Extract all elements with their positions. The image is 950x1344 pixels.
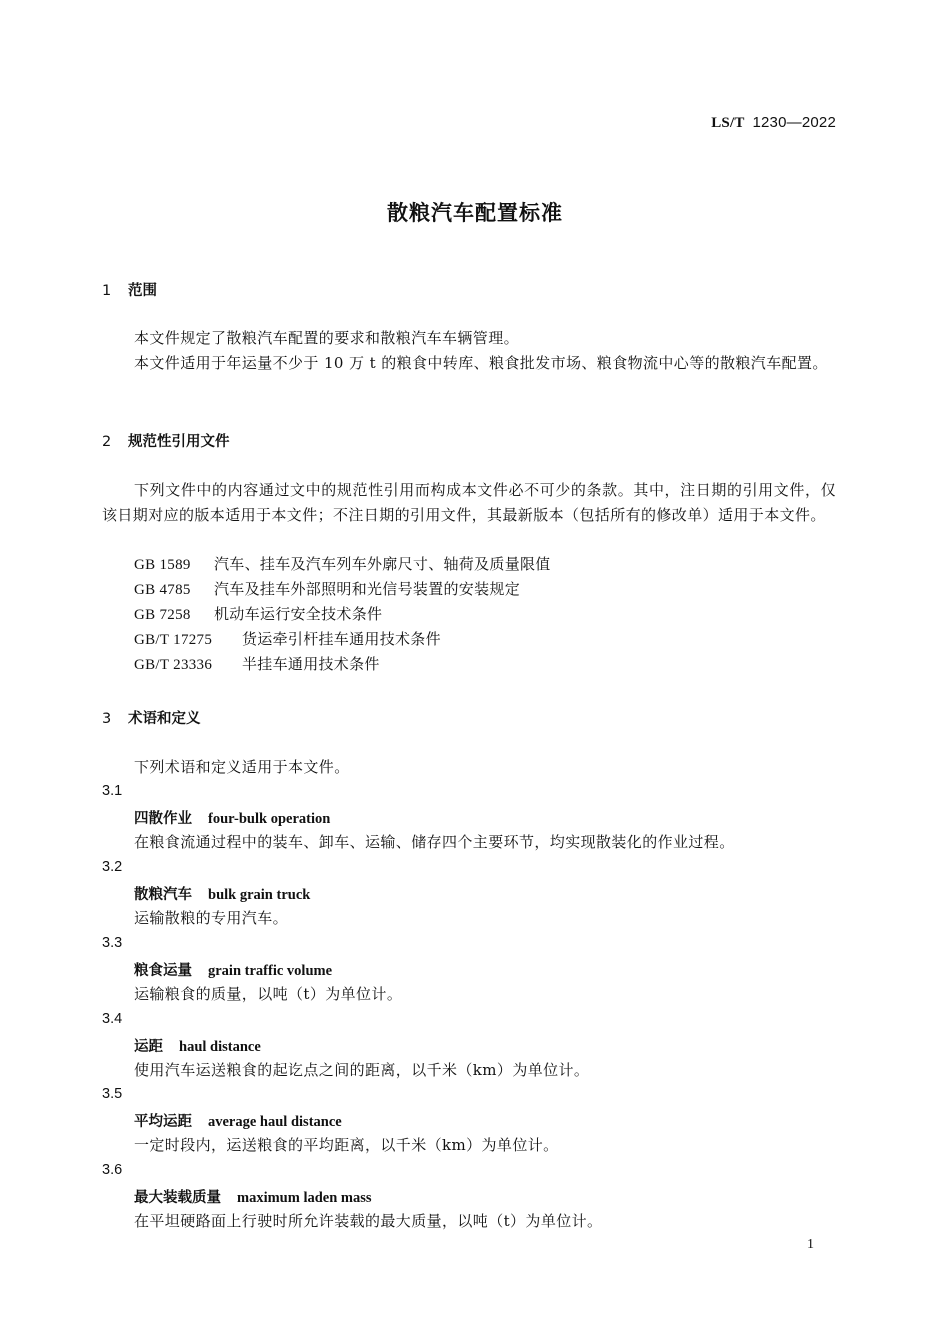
normative-reference bbox=[134, 653, 380, 674]
reference-title: 半挂车通用技术条件 bbox=[242, 655, 380, 673]
term-chinese: 最大装载质量 bbox=[134, 1190, 221, 1206]
reference-title: 机动车运行安全技术条件 bbox=[214, 605, 383, 623]
term-english: bulk grain truck bbox=[208, 887, 311, 903]
term-chinese: 粮食运量 bbox=[134, 963, 192, 979]
term-english: grain traffic volume bbox=[208, 963, 333, 979]
term-name bbox=[134, 1110, 342, 1131]
section-1-paragraph-2: 本文件适用于年运量不少于 10 万 t 的粮食中转库、粮食批发市场、粮食物流中心等的散粮汽车配置。 bbox=[134, 354, 828, 372]
reference-code: GB 4785 bbox=[134, 582, 191, 598]
term-english: four-bulk operation bbox=[208, 811, 331, 827]
term-definition: 在平坦硬路面上行驶时所允许装载的最大质量，以吨（t）为单位计。 bbox=[134, 1212, 603, 1230]
term-chinese: 平均运距 bbox=[134, 1114, 192, 1130]
term-definition: 在粮食流通过程中的装车、卸车、运输、储存四个主要环节，均实现散装化的作业过程。 bbox=[134, 833, 735, 851]
term-number: 3.5 bbox=[102, 1086, 123, 1102]
term-english: haul distance bbox=[179, 1039, 261, 1055]
reference-title: 汽车及挂车外部照明和光信号装置的安装规定 bbox=[214, 580, 521, 598]
normative-reference bbox=[134, 578, 520, 599]
term-chinese: 运距 bbox=[134, 1039, 163, 1055]
term-name bbox=[134, 1035, 261, 1056]
section-3-heading bbox=[102, 707, 201, 728]
page-number: 1 bbox=[807, 1237, 814, 1252]
standard-prefix: LS/T bbox=[711, 115, 745, 131]
section-number: 1 bbox=[102, 283, 112, 299]
section-title: 范围 bbox=[128, 283, 157, 299]
term-chinese: 四散作业 bbox=[134, 811, 192, 827]
standard-number: 1230—2022 bbox=[752, 114, 836, 131]
section-number: 3 bbox=[102, 711, 112, 727]
section-2-paragraph: 下列文件中的内容通过文中的规范性引用而构成本文件必不可少的条款。其中，注日期的引用文件，仅该日期对应的版本适用于本文件；不注日期的引用文件，其最新版本（包括所有的修改单）适用于本文件。 bbox=[102, 481, 836, 524]
document-title: 散粮汽车配置标准 bbox=[387, 201, 563, 225]
section-title: 术语和定义 bbox=[128, 711, 201, 727]
term-english: maximum laden mass bbox=[237, 1190, 372, 1206]
reference-code: GB/T 17275 bbox=[134, 632, 213, 648]
term-definition: 运输散粮的专用汽车。 bbox=[134, 909, 289, 927]
term-name bbox=[134, 883, 310, 904]
section-title: 规范性引用文件 bbox=[128, 434, 230, 450]
reference-code: GB 7258 bbox=[134, 607, 191, 623]
term-number: 3.6 bbox=[102, 1162, 123, 1178]
term-name bbox=[134, 1186, 372, 1207]
term-number: 3.1 bbox=[102, 783, 123, 799]
reference-code: GB/T 23336 bbox=[134, 657, 213, 673]
term-english: average haul distance bbox=[208, 1114, 342, 1130]
reference-code: GB 1589 bbox=[134, 557, 191, 573]
standard-code bbox=[711, 114, 836, 132]
normative-reference bbox=[134, 553, 551, 574]
term-number: 3.3 bbox=[102, 935, 123, 951]
term-name bbox=[134, 959, 332, 980]
section-2-heading bbox=[102, 430, 230, 451]
term-definition: 运输粮食的质量，以吨（t）为单位计。 bbox=[134, 985, 403, 1003]
reference-title: 货运牵引杆挂车通用技术条件 bbox=[242, 630, 441, 648]
normative-reference bbox=[134, 628, 441, 649]
term-chinese: 散粮汽车 bbox=[134, 887, 192, 903]
term-name bbox=[134, 807, 330, 828]
section-3-intro: 下列术语和定义适用于本文件。 bbox=[134, 758, 350, 776]
reference-title: 汽车、挂车及汽车列车外廓尺寸、轴荷及质量限值 bbox=[214, 555, 551, 573]
term-number: 3.2 bbox=[102, 859, 123, 875]
section-number: 2 bbox=[102, 434, 112, 450]
term-number: 3.4 bbox=[102, 1011, 123, 1027]
term-definition: 一定时段内，运送粮食的平均距离，以千米（km）为单位计。 bbox=[134, 1136, 559, 1154]
normative-reference bbox=[134, 603, 382, 624]
term-definition: 使用汽车运送粮食的起讫点之间的距离，以千米（km）为单位计。 bbox=[134, 1061, 590, 1079]
section-1-paragraph-1: 本文件规定了散粮汽车配置的要求和散粮汽车车辆管理。 bbox=[134, 329, 520, 347]
section-1-heading bbox=[102, 279, 157, 300]
